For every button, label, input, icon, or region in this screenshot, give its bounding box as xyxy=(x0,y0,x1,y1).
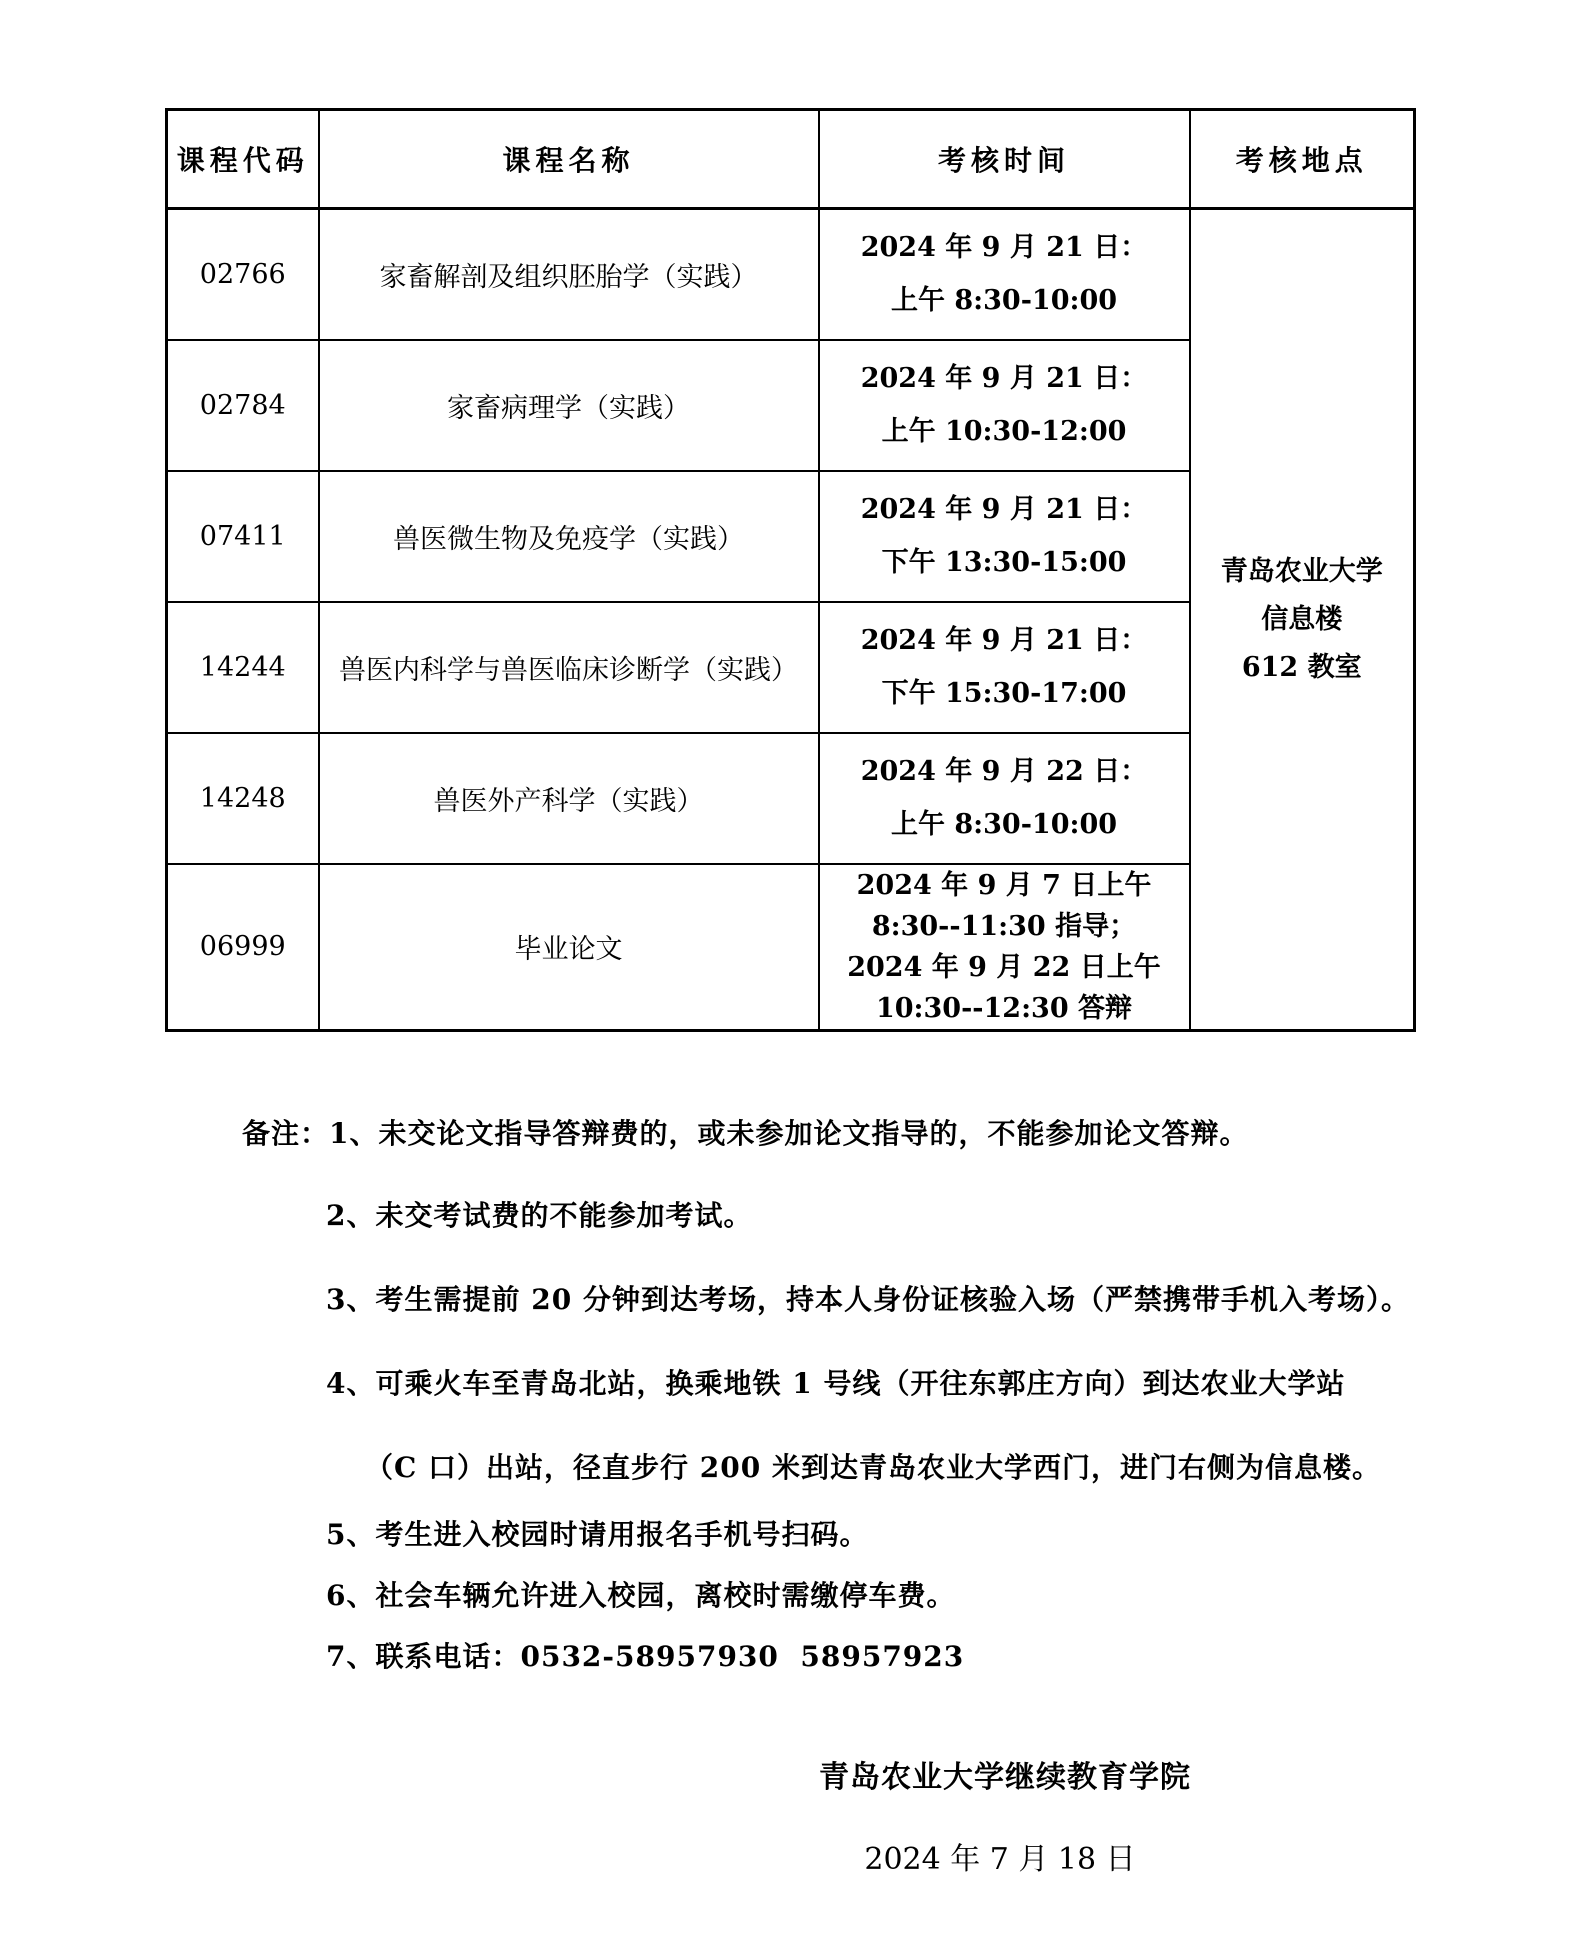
exam-time-cell xyxy=(819,733,1190,864)
column-header-course-code: 课程代码 xyxy=(167,110,319,209)
note-line: 7、联系电话：0532-58957930 58957923 xyxy=(326,1640,965,1673)
exam-time-line: 2024 年 9 月 7 日上午 xyxy=(856,869,1152,901)
course-name-cell: 毕业论文 xyxy=(319,864,819,1031)
exam-time-line: 2024 年 9 月 22 日上午 xyxy=(847,951,1161,983)
note-line: （C 口）出站，径直步行 200 米到达青岛农业大学西门，进门右侧为信息楼。 xyxy=(365,1451,1381,1484)
note-line: 2、未交考试费的不能参加考试。 xyxy=(326,1199,753,1232)
course-code-cell: 14244 xyxy=(167,602,319,733)
course-name-cell: 家畜病理学（实践） xyxy=(319,340,819,471)
exam-time-line: 上午 10:30-12:00 xyxy=(881,416,1127,447)
exam-time-line: 2024 年 9 月 21 日： xyxy=(860,363,1148,394)
footer-date: 2024 年 7 月 18 日 xyxy=(864,1842,1136,1877)
exam-time-cell xyxy=(819,602,1190,733)
exam-time-line: 下午 15:30-17:00 xyxy=(881,678,1127,709)
exam-time-line: 上午 8:30-10:00 xyxy=(890,285,1118,317)
exam-time-line: 2024 年 9 月 21 日： xyxy=(860,494,1148,525)
note-line: 6、社会车辆允许进入校园，离校时需缴停车费。 xyxy=(326,1579,956,1612)
exam-time-line: 2024 年 9 月 21 日： xyxy=(860,625,1148,656)
note-line: 5、考生进入校园时请用报名手机号扫码。 xyxy=(326,1518,869,1551)
footer-org: 青岛农业大学继续教育学院 xyxy=(819,1760,1191,1795)
exam-time-line: 10:30--12:30 答辩 xyxy=(875,992,1133,1024)
exam-time-cell xyxy=(819,340,1190,471)
note-line: 3、考生需提前 20 分钟到达考场，持本人身份证核验入场（严禁携带手机入考场）。 xyxy=(326,1283,1410,1316)
exam-time-line: 上午 8:30-10:00 xyxy=(890,809,1118,840)
column-header-course-name: 课程名称 xyxy=(319,110,819,209)
table-row xyxy=(167,209,1415,340)
exam-location-cell xyxy=(1190,209,1415,1031)
exam-time-line: 8:30--11:30 指导； xyxy=(871,910,1137,942)
exam-schedule-table xyxy=(165,108,1416,1032)
exam-time-cell xyxy=(819,209,1190,340)
course-code-cell: 07411 xyxy=(167,471,319,602)
exam-location-line: 612 教室 xyxy=(1241,651,1362,683)
exam-time-line: 下午 13:30-15:00 xyxy=(881,547,1127,578)
course-code-cell: 02766 xyxy=(167,209,319,340)
exam-time-cell xyxy=(819,471,1190,602)
course-name-cell: 兽医微生物及免疫学（实践） xyxy=(319,471,819,602)
exam-location-line: 青岛农业大学 xyxy=(1220,555,1383,587)
course-name-cell: 兽医外产科学（实践） xyxy=(319,733,819,864)
column-header-exam-time: 考核时间 xyxy=(819,110,1190,209)
table-header-row xyxy=(167,110,1415,209)
course-code-cell: 02784 xyxy=(167,340,319,471)
note-line: 4、可乘火车至青岛北站，换乘地铁 1 号线（开往东郭庄方向）到达农业大学站 xyxy=(326,1367,1346,1400)
column-header-exam-location: 考核地点 xyxy=(1190,110,1415,209)
course-code-cell: 06999 xyxy=(167,864,319,1031)
course-name-cell: 兽医内科学与兽医临床诊断学（实践） xyxy=(319,602,819,733)
course-name-cell: 家畜解剖及组织胚胎学（实践） xyxy=(319,209,819,340)
note-line: 备注：1、未交论文指导答辩费的，或未参加论文指导的，不能参加论文答辩。 xyxy=(242,1117,1249,1150)
exam-time-line: 2024 年 9 月 22 日： xyxy=(860,756,1148,787)
exam-time-cell xyxy=(819,864,1190,1031)
exam-location-line: 信息楼 xyxy=(1261,603,1343,635)
course-code-cell: 14248 xyxy=(167,733,319,864)
exam-time-line: 2024 年 9 月 21 日： xyxy=(860,232,1148,264)
